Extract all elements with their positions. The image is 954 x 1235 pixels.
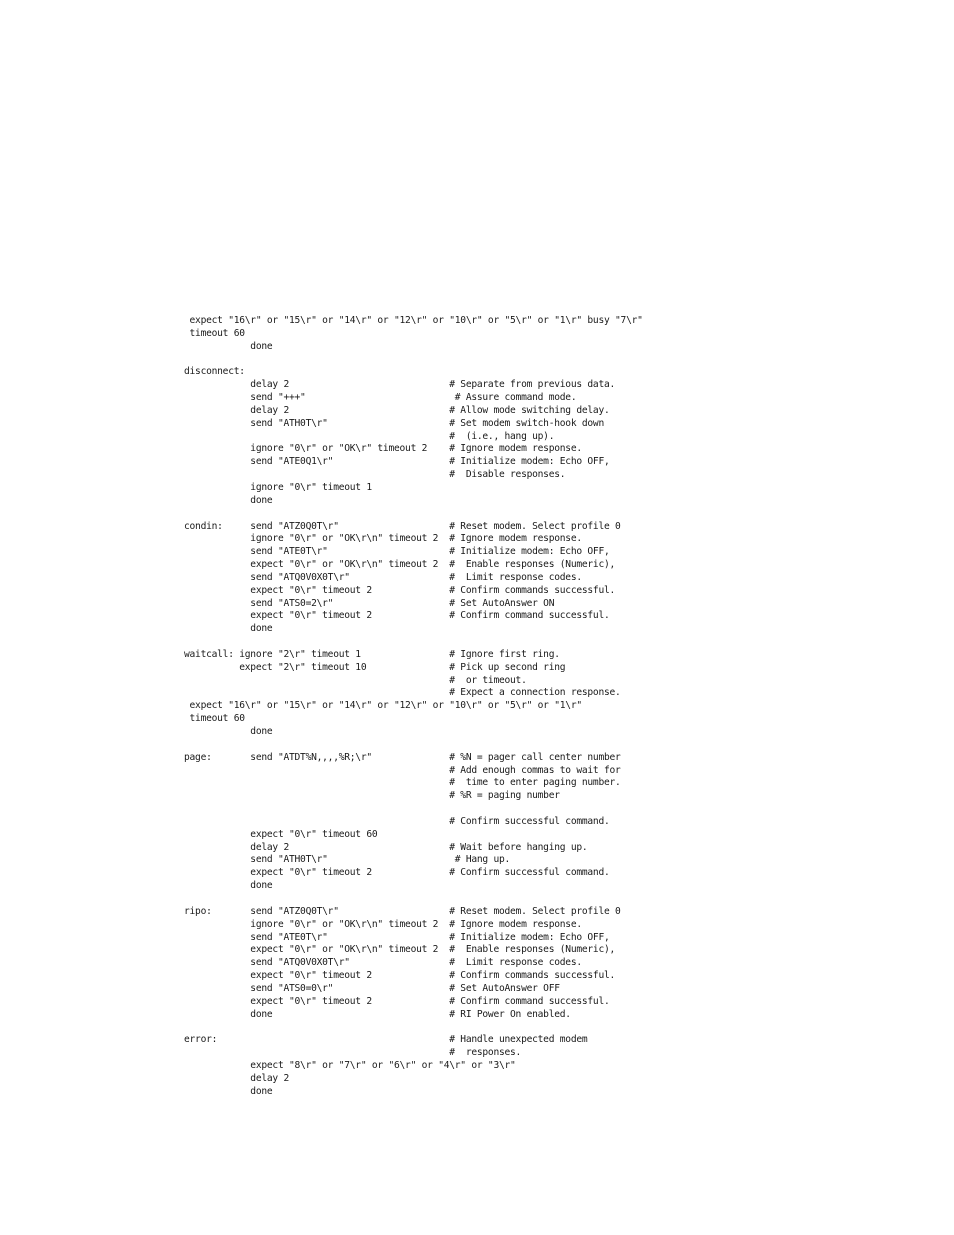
code-line: disconnect:: [184, 366, 245, 378]
code-line: send "ATQ0V0X0T\r" # Limit response codes.: [184, 571, 582, 583]
code-line: expect "2\r" timeout 10 # Pick up second ring: [184, 661, 566, 673]
code-line: expect "0\r" timeout 2 # Confirm commands successful.: [184, 584, 616, 596]
code-line: send "ATS0=0\r" # Set AutoAnswer OFF: [184, 982, 560, 994]
code-line: timeout 60: [184, 327, 245, 339]
code-line: expect "0\r" timeout 2 # Confirm command successful.: [184, 995, 610, 1007]
code-line: [184, 803, 643, 816]
code-line: # responses.: [184, 1047, 522, 1059]
code-line: # or timeout.: [184, 674, 527, 686]
code-line: # time to enter paging number.: [184, 777, 621, 789]
code-line: error: # Handle unexpected modem: [184, 1034, 588, 1046]
code-line: send "ATQ0V0X0T\r" # Limit response codes.: [184, 957, 582, 969]
code-line: expect "0\r" or "OK\r\n" timeout 2 # Enable responses (Numeric),: [184, 944, 616, 956]
code-line: send "ATE0T\r" # Initialize modem: Echo OFF,: [184, 546, 610, 558]
code-line: done: [184, 623, 273, 635]
code-line: [184, 354, 643, 367]
code-line: done: [184, 494, 273, 506]
code-line: timeout 60: [184, 713, 245, 725]
code-line: condin: send "ATZ0Q0T\r" # Reset modem. Select profile 0: [184, 520, 621, 532]
code-line: ignore "0\r" timeout 1: [184, 481, 372, 493]
code-line: [184, 508, 643, 521]
code-line: done: [184, 1085, 273, 1097]
modem-script-listing: [184, 315, 643, 1098]
code-line: done: [184, 726, 273, 737]
code-line: send "ATS0=2\r" # Set AutoAnswer ON: [184, 597, 555, 609]
code-line: delay 2 # Allow mode switching delay.: [184, 404, 610, 416]
code-line: expect "0\r" timeout 2 # Confirm successful command.: [184, 867, 610, 879]
code-line: send "ATH0T\r" # Set modem switch-hook down: [184, 417, 604, 429]
code-line: # Confirm successful command.: [184, 815, 610, 827]
code-line: ignore "0\r" or "OK\r" timeout 2 # Ignore modem response.: [184, 443, 582, 455]
code-line: expect "8\r" or "7\r" or "6\r" or "4\r" or "3\r": [184, 1059, 516, 1071]
code-line: # Add enough commas to wait for: [184, 764, 621, 776]
code-line: done # RI Power On enabled.: [184, 1008, 571, 1020]
code-line: send "ATE0T\r" # Initialize modem: Echo OFF,: [184, 931, 610, 943]
code-line: send "ATH0T\r" # Hang up.: [184, 854, 511, 866]
code-line: done: [184, 340, 273, 352]
code-line: # Disable responses.: [184, 469, 566, 481]
code-line: delay 2 # Separate from previous data.: [184, 379, 616, 391]
code-line: [184, 739, 643, 752]
code-line: done: [184, 880, 273, 892]
code-line: delay 2: [184, 1072, 289, 1084]
code-line: [184, 1021, 643, 1034]
code-line: expect "0\r" timeout 60: [184, 828, 378, 840]
code-line: [184, 636, 643, 649]
code-line: expect "16\r" or "15\r" or "14\r" or "12\r" or "10\r" or "5\r" or "1\r" busy "7\r": [184, 315, 643, 326]
code-line: ignore "0\r" or "OK\r\n" timeout 2 # Ignore modem response.: [184, 533, 582, 545]
code-line: # %R = paging number: [184, 790, 560, 802]
code-line: expect "0\r" timeout 2 # Confirm command successful.: [184, 610, 610, 622]
code-line: ripo: send "ATZ0Q0T\r" # Reset modem. Select profile 0: [184, 905, 621, 917]
code-line: expect "0\r" timeout 2 # Confirm commands successful.: [184, 970, 616, 982]
code-line: expect "16\r" or "15\r" or "14\r" or "12\r" or "10\r" or "5\r" or "1\r": [184, 700, 582, 712]
code-line: [184, 893, 643, 906]
code-line: delay 2 # Wait before hanging up.: [184, 841, 588, 853]
code-line: # (i.e., hang up).: [184, 430, 555, 442]
code-line: ignore "0\r" or "OK\r\n" timeout 2 # Ignore modem response.: [184, 918, 582, 930]
code-line: send "ATE0Q1\r" # Initialize modem: Echo OFF,: [184, 456, 610, 468]
code-line: expect "0\r" or "OK\r\n" timeout 2 # Enable responses (Numeric),: [184, 559, 616, 571]
code-line: # Expect a connection response.: [184, 687, 621, 699]
code-line: send "+++" # Assure command mode.: [184, 392, 577, 404]
code-line: page: send "ATDT%N,,,,%R;\r" # %N = pager call center number: [184, 751, 621, 763]
code-line: waitcall: ignore "2\r" timeout 1 # Ignore first ring.: [184, 648, 560, 660]
